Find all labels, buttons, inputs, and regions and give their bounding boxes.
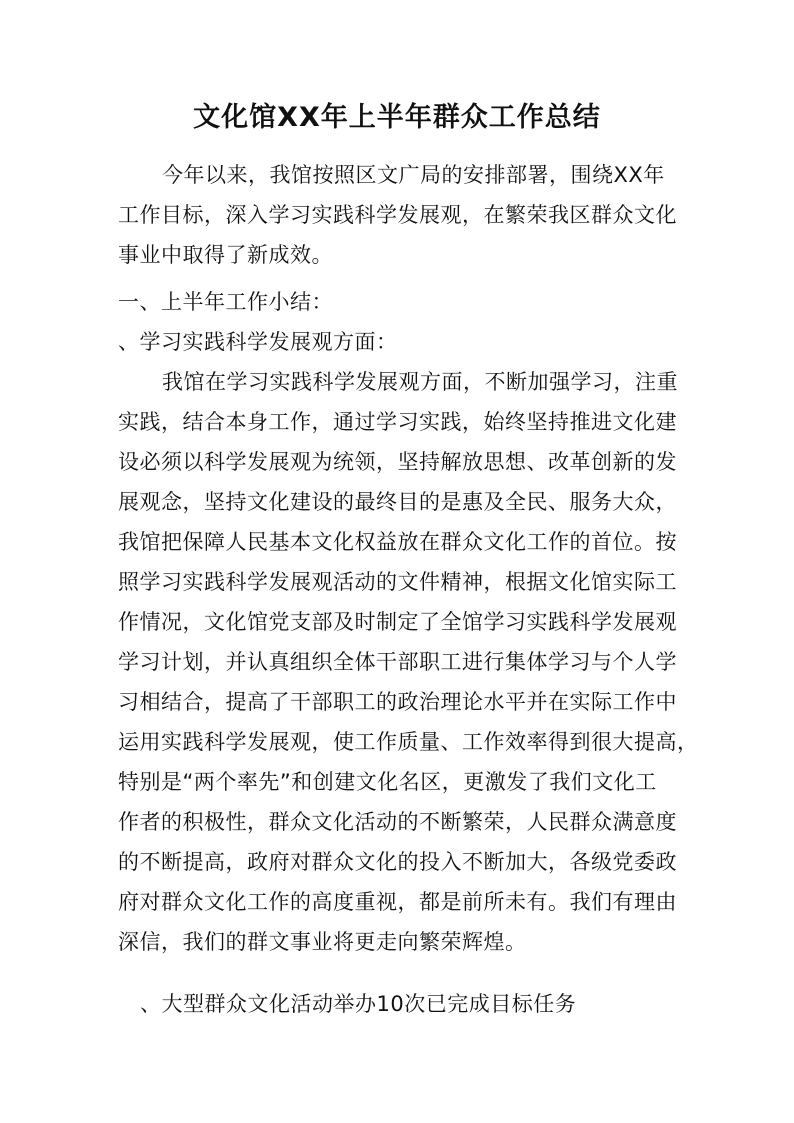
intro-line: 今年以来，我馆按照区文广局的安排部署，围绕XX年	[162, 163, 665, 187]
subsection-heading-2-text: 、大型群众文化活动举办10次已完成目标任务	[140, 992, 577, 1016]
paragraph-line: 的不断提高，政府对群众文化的投入不断加大，各级党委政	[118, 850, 677, 874]
paragraph-line: 我馆在学习实践科学发展观方面，不断加强学习，注重	[162, 370, 678, 394]
intro-line: 事业中取得了新成效。	[118, 243, 333, 267]
paragraph-line: 我馆把保障人民基本文化权益放在群众文化工作的首位。按	[118, 530, 677, 554]
document-title: 文化馆XX年上半年群众工作总结	[193, 102, 601, 133]
paragraph-line: 作情况，文化馆党支部及时制定了全馆学习实践科学发展观	[118, 610, 677, 634]
section-heading-text: 一、上半年工作小结：	[118, 290, 333, 314]
subsection-heading-2	[118, 984, 680, 1024]
main-paragraph	[118, 362, 699, 962]
intro-line: 工作目标，深入学习实践科学发展观，在繁荣我区群众文化	[118, 203, 677, 227]
paragraph-line: 作者的积极性，群众文化活动的不断繁荣，人民群众满意度	[118, 810, 677, 834]
paragraph-line: 习相结合，提高了干部职工的政治理论水平并在实际工作中	[118, 690, 677, 714]
paragraph-line: 府对群众文化工作的高度重视，都是前所未有。我们有理由	[118, 890, 677, 914]
subsection-heading-1-text: 、学习实践科学发展观方面：	[118, 330, 398, 354]
section-heading	[118, 282, 680, 322]
paragraph-line: 设必须以科学发展观为统领，坚持解放思想、改革创新的发	[118, 450, 677, 474]
paragraph-line: 特别是“两个率先”和创建文化名区，更激发了我们文化工	[118, 770, 657, 794]
paragraph-line: 运用实践科学发展观，使工作质量、工作效率得到很大提高，	[118, 730, 699, 754]
paragraph-line: 深信，我们的群文事业将更走向繁荣辉煌。	[118, 930, 527, 954]
paragraph-line: 照学习实践科学发展观活动的文件精神，根据文化馆实际工	[118, 570, 677, 594]
intro-paragraph	[118, 155, 680, 275]
paragraph-line: 学习计划，并认真组织全体干部职工进行集体学习与个人学	[118, 650, 677, 674]
paragraph-line: 展观念，坚持文化建设的最终目的是惠及全民、服务大众，	[118, 490, 677, 514]
subsection-heading-1	[118, 322, 680, 362]
paragraph-line: 实践，结合本身工作，通过学习实践，始终坚持推进文化建	[118, 410, 677, 434]
